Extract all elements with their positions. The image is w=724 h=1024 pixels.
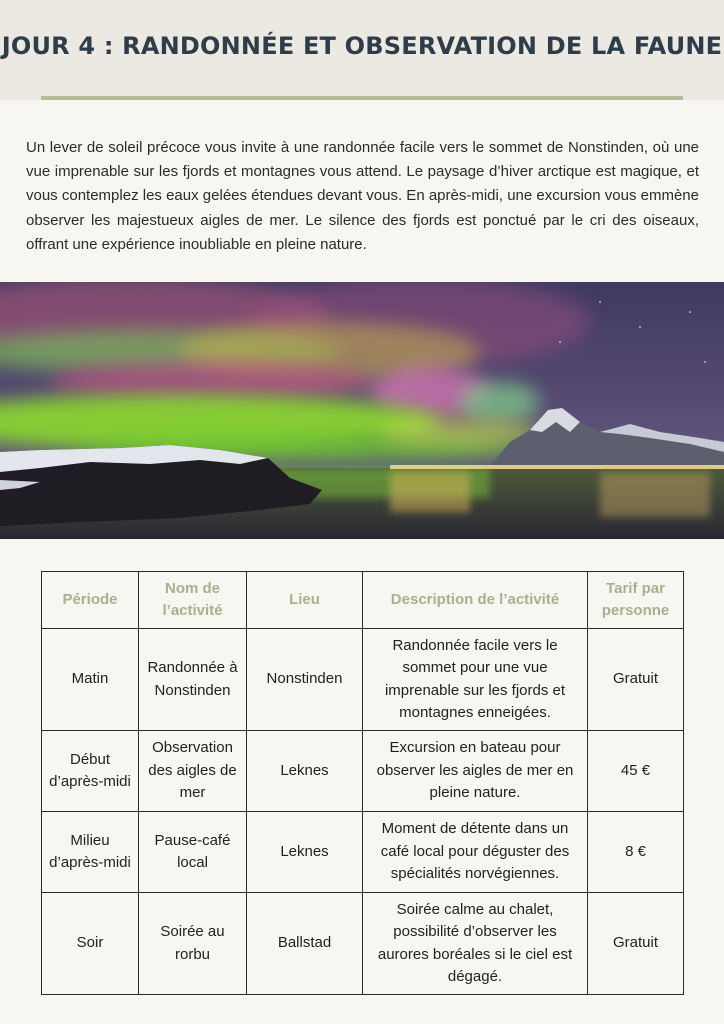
header-description: Description de l’activité <box>363 572 588 629</box>
header-activity-name: Nom de l’activité <box>139 572 247 629</box>
cell-price: Gratuit <box>588 893 684 995</box>
aurora-photo <box>0 282 724 539</box>
cell-description: Excursion en bateau pour observer les aigles de mer en pleine nature. <box>363 731 588 812</box>
page-title: JOUR 4 : RANDONNÉE ET OBSERVATION DE LA FAUNE <box>1 32 723 60</box>
cell-period: Milieu d’après-midi <box>42 812 139 893</box>
cell-location: Ballstad <box>247 893 363 995</box>
table-row <box>42 812 684 893</box>
cell-price: 8 € <box>588 812 684 893</box>
table-row <box>42 893 684 995</box>
activity-table <box>41 571 684 995</box>
table-header-row <box>42 572 684 629</box>
cell-period: Matin <box>42 629 139 731</box>
title-divider <box>41 96 683 100</box>
cell-description: Soirée calme au chalet, possibilité d’observer les aurores boréales si le ciel est dégagé. <box>363 893 588 995</box>
cell-location: Nonstinden <box>247 629 363 731</box>
cell-activity-name: Soirée au rorbu <box>139 893 247 995</box>
header-price: Tarif par personne <box>588 572 684 629</box>
cell-description: Moment de détente dans un café local pour déguster des spécialités norvégiennes. <box>363 812 588 893</box>
page-header <box>0 0 724 100</box>
cell-activity-name: Randonnée à Nonstinden <box>139 629 247 731</box>
cell-price: Gratuit <box>588 629 684 731</box>
cell-activity-name: Observation des aigles de mer <box>139 731 247 812</box>
intro-paragraph: Un lever de soleil précoce vous invite à une randonnée facile vers le sommet de Nonstinden, où une vue imprenable sur les fjords et montagnes vous attend. Le paysage d’hiver arctique est magique, et vous contemplez les eaux gelées étendues devant vous. En après-midi, une excursion vous emmène observer les majestueux aigles de mer. Le silence des fjords est ponctué par le cri des oiseaux, offrant une expérience inoubliable en pleine nature. <box>26 139 699 253</box>
cell-activity-name: Pause-café local <box>139 812 247 893</box>
header-location: Lieu <box>247 572 363 629</box>
cell-period: Soir <box>42 893 139 995</box>
cell-period: Début d’après-midi <box>42 731 139 812</box>
table-row <box>42 731 684 812</box>
header-period: Période <box>42 572 139 629</box>
table-row <box>42 629 684 731</box>
cell-price: 45 € <box>588 731 684 812</box>
cell-description: Randonnée facile vers le sommet pour une vue imprenable sur les fjords et montagnes enneigées. <box>363 629 588 731</box>
cell-location: Leknes <box>247 812 363 893</box>
cell-location: Leknes <box>247 731 363 812</box>
